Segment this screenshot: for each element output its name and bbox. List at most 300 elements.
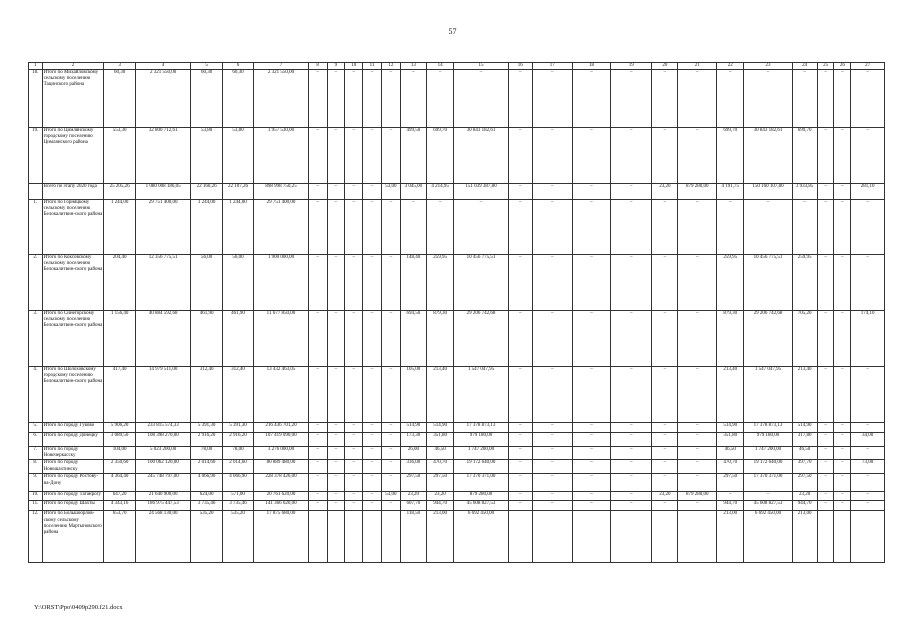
value-cell: – [834, 433, 851, 447]
row-label-cell: Итого по Синегорскому сельскому поселению Белокалитвин-ского района [42, 311, 104, 367]
value-cell: – [572, 492, 611, 501]
value-cell: – [532, 200, 572, 255]
value-cell: 23,20 [652, 184, 678, 200]
value-cell: – [652, 433, 678, 447]
value-cell: – [652, 128, 678, 184]
value-cell: 1 547 047,95 [454, 367, 508, 423]
value-cell [308, 511, 327, 563]
value-cell: 4 191,75 [717, 184, 744, 200]
value-cell [611, 511, 652, 563]
value-cell: – [792, 200, 817, 255]
value-cell: – [834, 70, 851, 128]
value-cell: – [532, 474, 572, 492]
table-row [29, 311, 885, 367]
value-cell: 23,20 [426, 492, 453, 501]
value-cell: 148,40 [400, 255, 426, 311]
value-cell: – [508, 128, 532, 184]
value-cell: 233 815 574,33 [135, 423, 191, 433]
value-cell: 312,40 [191, 367, 222, 423]
value-cell: – [426, 70, 453, 128]
row-number-cell: 4. [29, 367, 43, 423]
value-cell: – [363, 474, 382, 492]
value-cell: – [508, 447, 532, 460]
value-cell: 259,95 [792, 255, 817, 311]
value-cell: – [611, 447, 652, 460]
value-cell: – [678, 311, 717, 367]
value-cell: – [381, 255, 400, 311]
value-cell: 20 761 620,00 [254, 492, 308, 501]
row-number-cell: 11. [29, 501, 43, 511]
value-cell: 2 916,20 [191, 433, 222, 447]
value-cell: 10 456 775,51 [454, 255, 508, 311]
value-cell: 1 244,00 [222, 200, 253, 255]
value-cell: 60,30 [222, 70, 253, 128]
column-number-cell: 16 [508, 63, 532, 70]
column-number-cell: 13 [400, 63, 426, 70]
value-cell: – [851, 70, 885, 128]
value-cell: 24 568 130,00 [135, 511, 191, 563]
value-cell: – [381, 447, 400, 460]
value-cell: 213,40 [792, 367, 817, 423]
value-cell: – [611, 501, 652, 511]
value-cell: – [652, 423, 678, 433]
value-cell: 417,40 [104, 367, 135, 423]
value-cell: – [572, 423, 611, 433]
table-row [29, 492, 885, 501]
value-cell: – [308, 447, 327, 460]
value-cell: – [834, 501, 851, 511]
value-cell: – [652, 70, 678, 128]
column-number-cell: 1 [29, 63, 43, 70]
value-cell: – [717, 492, 744, 501]
value-cell: – [327, 184, 345, 200]
value-cell: 173,30 [400, 433, 426, 447]
value-cell [363, 511, 382, 563]
value-cell: – [363, 492, 382, 501]
value-cell: 80 889 480,00 [254, 460, 308, 474]
value-cell: – [851, 128, 885, 184]
value-cell: 107 419 090,00 [254, 433, 308, 447]
value-cell: – [611, 492, 652, 501]
value-cell: – [381, 200, 400, 255]
value-cell: – [717, 200, 744, 255]
value-cell: – [572, 460, 611, 474]
value-cell: – [327, 433, 345, 447]
value-cell: 17 378 873,13 [744, 423, 792, 433]
value-cell: – [572, 367, 611, 423]
value-cell: – [381, 367, 400, 423]
value-cell: 53,80 [222, 128, 253, 184]
value-cell: – [817, 255, 834, 311]
value-cell [327, 511, 345, 563]
value-cell: 5 391,30 [222, 423, 253, 433]
value-cell: 213,40 [426, 367, 453, 423]
column-number-cell: 25 [817, 63, 834, 70]
value-cell: 56,00 [191, 255, 222, 311]
column-number-cell: 17 [532, 63, 572, 70]
row-label-cell: Итого по городу Гуково [42, 423, 104, 433]
value-cell: – [532, 70, 572, 128]
row-number-cell: 2. [29, 255, 43, 311]
value-cell: – [308, 184, 327, 200]
value-cell: 1 900 000,00 [254, 255, 308, 311]
value-cell: – [611, 255, 652, 311]
value-cell: – [363, 367, 382, 423]
value-cell: 213,40 [717, 367, 744, 423]
value-cell: – [381, 501, 400, 511]
column-number-cell: 9 [327, 63, 345, 70]
table-row [29, 200, 885, 255]
value-cell: 5 906,20 [104, 423, 135, 433]
value-cell: 3 089,50 [104, 433, 135, 447]
value-cell: 34,00 [851, 433, 885, 447]
value-cell: – [508, 501, 532, 511]
value-cell: 17 378 873,13 [454, 423, 508, 433]
row-label-cell: Итого по Шолоховскому городскому поселению Белокалитвин-ского района [42, 367, 104, 423]
value-cell: 898 998 750,25 [254, 184, 308, 200]
value-cell: – [817, 128, 834, 184]
value-cell: 571,00 [222, 492, 253, 501]
value-cell: 2 014,60 [191, 460, 222, 474]
column-number-cell: 6 [222, 63, 253, 70]
value-cell: – [834, 460, 851, 474]
value-cell: – [652, 474, 678, 492]
row-label-cell: Итого по городу Новошахтинску [42, 460, 104, 474]
value-cell: 4 364,40 [104, 474, 135, 492]
value-cell: 216 436 701,20 [254, 423, 308, 433]
row-number-cell: 9. [29, 474, 43, 492]
value-cell: – [345, 423, 363, 433]
value-cell: 46,50 [717, 447, 744, 460]
value-cell: – [678, 501, 717, 511]
value-cell: – [327, 367, 345, 423]
value-cell: 607,70 [400, 501, 426, 511]
column-number-cell: 3 [104, 63, 135, 70]
value-cell: 17 875 680,00 [254, 511, 308, 563]
value-cell: – [532, 311, 572, 367]
value-cell: – [817, 433, 834, 447]
value-cell: 53,80 [191, 128, 222, 184]
value-cell: 297,50 [400, 474, 426, 492]
value-cell: 624,00 [191, 492, 222, 501]
value-cell [532, 511, 572, 563]
value-cell: – [572, 255, 611, 311]
value-cell: 3 045,00 [400, 184, 426, 200]
value-cell: 213,00 [792, 511, 817, 563]
value-cell: 30 843 182,61 [744, 128, 792, 184]
value-cell: – [345, 492, 363, 501]
value-cell: – [381, 70, 400, 128]
value-cell: – [678, 433, 717, 447]
value-cell: – [834, 200, 851, 255]
value-cell: 5 391,30 [191, 423, 222, 433]
value-cell: 297,50 [717, 474, 744, 492]
value-cell [345, 511, 363, 563]
value-cell: – [327, 492, 345, 501]
value-cell: – [345, 128, 363, 184]
value-cell: 297,50 [426, 474, 453, 492]
value-cell: 259,95 [426, 255, 453, 311]
row-label-cell: Итого по городу Новочеркасску [42, 447, 104, 460]
value-cell: 25 205,26 [104, 184, 135, 200]
value-cell: – [817, 474, 834, 492]
value-cell: 336,00 [400, 460, 426, 474]
value-cell: 499,50 [400, 128, 426, 184]
value-cell: 174,10 [851, 311, 885, 367]
value-cell: – [308, 423, 327, 433]
value-cell: – [678, 474, 717, 492]
table-row [29, 511, 885, 563]
value-cell [678, 511, 717, 563]
row-number-cell: 1. [29, 200, 43, 255]
value-cell: – [345, 474, 363, 492]
value-cell: – [851, 367, 885, 423]
value-cell: – [817, 423, 834, 433]
value-cell: 53,00 [381, 184, 400, 200]
value-cell: 944,70 [426, 501, 453, 511]
value-cell: – [678, 70, 717, 128]
value-cell: – [572, 433, 611, 447]
value-cell: 26,00 [400, 447, 426, 460]
value-cell: – [308, 433, 327, 447]
value-cell: – [817, 200, 834, 255]
value-cell: – [345, 447, 363, 460]
table-row [29, 460, 885, 474]
value-cell: 46,50 [792, 447, 817, 460]
value-cell: – [834, 474, 851, 492]
value-cell: – [508, 200, 532, 255]
value-cell: – [327, 128, 345, 184]
column-number-cell: 27 [851, 63, 885, 70]
value-cell: 1 957 530,00 [254, 128, 308, 184]
table-row [29, 184, 885, 200]
table-row [29, 128, 885, 184]
value-cell: – [532, 184, 572, 200]
value-cell: 104,00 [104, 447, 135, 460]
value-cell: – [454, 200, 508, 255]
value-cell: – [817, 367, 834, 423]
value-cell: – [381, 460, 400, 474]
value-cell: 1 244,00 [104, 200, 135, 255]
row-label-cell: Итого по Михайловскому сельскому поселению Тацинского района [42, 70, 104, 128]
value-cell: 45 608 827,53 [454, 501, 508, 511]
value-cell [572, 511, 611, 563]
value-cell: 213,00 [426, 511, 453, 563]
value-cell: – [363, 255, 382, 311]
column-number-cell: 11 [363, 63, 382, 70]
value-cell: – [363, 501, 382, 511]
value-cell: 4 343,16 [104, 501, 135, 511]
value-cell: – [327, 501, 345, 511]
column-number-cell: 20 [652, 63, 678, 70]
value-cell: – [508, 492, 532, 501]
value-cell: 2 350,60 [104, 460, 135, 474]
value-cell: – [345, 311, 363, 367]
value-cell: – [678, 460, 717, 474]
table-row [29, 501, 885, 511]
column-number-cell: 8 [308, 63, 327, 70]
value-cell: – [851, 447, 885, 460]
value-cell: – [744, 200, 792, 255]
value-cell [381, 511, 400, 563]
value-cell: – [508, 423, 532, 433]
value-cell: 397,70 [792, 460, 817, 474]
value-cell: 19 172 640,00 [744, 460, 792, 474]
value-cell: 78,00 [222, 447, 253, 460]
value-cell: 705,20 [792, 311, 817, 367]
value-cell: – [508, 184, 532, 200]
value-cell: 23,20 [400, 492, 426, 501]
value-cell: 22 107,26 [222, 184, 253, 200]
value-cell: 351,80 [426, 433, 453, 447]
row-number-cell: 10. [29, 492, 43, 501]
value-cell: – [611, 423, 652, 433]
value-cell: – [381, 311, 400, 367]
value-cell: 73,00 [851, 460, 885, 474]
value-cell: – [508, 474, 532, 492]
column-number-cell: 23 [744, 63, 792, 70]
header-row [29, 63, 885, 70]
value-cell: 2 916,20 [222, 433, 253, 447]
value-cell: 699,70 [792, 128, 817, 184]
value-cell: – [611, 474, 652, 492]
value-cell: – [345, 501, 363, 511]
value-cell: 647,20 [104, 492, 135, 501]
value-cell: 23,20 [792, 492, 817, 501]
value-cell: 259,95 [717, 255, 744, 311]
value-cell: – [611, 367, 652, 423]
value-cell: 10 456 775,51 [744, 255, 792, 311]
value-cell: – [363, 423, 382, 433]
row-number-cell: 7. [29, 447, 43, 460]
value-cell: – [532, 501, 572, 511]
value-cell: 1 547 047,95 [744, 367, 792, 423]
table-row [29, 447, 885, 460]
value-cell: 46,50 [426, 447, 453, 460]
value-cell: – [678, 128, 717, 184]
value-cell: 29 751 400,00 [254, 200, 308, 255]
value-cell: 53,00 [381, 492, 400, 501]
table-row [29, 474, 885, 492]
value-cell: 653,70 [104, 511, 135, 563]
value-cell: 535,20 [191, 511, 222, 563]
value-cell: 1 244,00 [191, 200, 222, 255]
value-cell: – [572, 128, 611, 184]
value-cell: – [363, 184, 382, 200]
value-cell: 60,30 [191, 70, 222, 128]
row-label-cell: Итого по Цимлянскому городскому поселению Цимлянского района [42, 128, 104, 184]
value-cell: – [363, 447, 382, 460]
value-cell: 60,30 [104, 70, 135, 128]
value-cell: – [611, 70, 652, 128]
value-cell: 470,70 [426, 460, 453, 474]
value-cell: 32 800 712,61 [135, 128, 191, 184]
value-cell: 150 160 107,80 [744, 184, 792, 200]
value-cell: 118,50 [400, 511, 426, 563]
value-cell: 17 370 371,00 [744, 474, 792, 492]
value-cell: 29 206 742,68 [454, 311, 508, 367]
row-number-cell [29, 184, 43, 200]
value-cell: 514,90 [400, 423, 426, 433]
value-cell: 22 160,26 [191, 184, 222, 200]
row-number-cell: 12. [29, 511, 43, 563]
value-cell: 3 735,46 [191, 501, 222, 511]
value-cell: – [345, 200, 363, 255]
value-cell: – [327, 474, 345, 492]
value-cell: – [611, 184, 652, 200]
value-cell: 5 023 200,00 [135, 447, 191, 460]
row-label-cell: Итого по Горняцкому сельскому поселению Белокалитвин-ского района [42, 200, 104, 255]
value-cell: – [572, 200, 611, 255]
value-cell: 204,40 [104, 255, 135, 311]
row-number-cell: 8. [29, 460, 43, 474]
row-number-cell: 5. [29, 423, 43, 433]
column-number-cell: 19 [611, 63, 652, 70]
value-cell: 11 677 850,00 [254, 311, 308, 367]
value-cell: 979 180,00 [454, 433, 508, 447]
value-cell: 879,30 [717, 311, 744, 367]
value-cell: – [834, 184, 851, 200]
row-number-cell: 18. [29, 70, 43, 128]
value-cell: – [817, 311, 834, 367]
value-cell: – [327, 460, 345, 474]
value-cell: – [851, 255, 885, 311]
value-cell: 29 751 400,00 [135, 200, 191, 255]
value-cell: 699,70 [426, 128, 453, 184]
column-number-cell: 2 [42, 63, 104, 70]
value-cell: 2 321 550,00 [135, 70, 191, 128]
value-cell: – [508, 255, 532, 311]
value-cell: 6 692 450,00 [744, 511, 792, 563]
table-row [29, 255, 885, 311]
value-cell: – [817, 70, 834, 128]
value-cell: 17 370 371,00 [454, 474, 508, 492]
value-cell: – [652, 367, 678, 423]
value-cell: – [508, 433, 532, 447]
value-cell: – [363, 460, 382, 474]
value-cell: – [652, 200, 678, 255]
value-cell: 944,70 [717, 501, 744, 511]
value-cell: – [834, 492, 851, 501]
value-cell: – [532, 433, 572, 447]
value-cell: 141 366 620,00 [254, 501, 308, 511]
value-cell: – [652, 311, 678, 367]
value-cell: 30 843 182,61 [454, 128, 508, 184]
value-cell: 317,80 [792, 433, 817, 447]
value-cell: – [834, 423, 851, 433]
value-cell: – [817, 184, 834, 200]
value-cell: – [327, 423, 345, 433]
value-cell: – [363, 311, 382, 367]
value-cell: – [327, 255, 345, 311]
value-cell: – [400, 70, 426, 128]
value-cell: – [744, 492, 792, 501]
value-cell: – [508, 311, 532, 367]
column-number-cell: 15 [454, 63, 508, 70]
value-cell: – [678, 447, 717, 460]
column-number-cell: 12 [381, 63, 400, 70]
value-cell: – [678, 200, 717, 255]
value-cell: 13 432 463,05 [254, 367, 308, 423]
value-cell: – [532, 423, 572, 433]
value-cell: – [678, 367, 717, 423]
value-cell: 21 640 900,00 [135, 492, 191, 501]
value-cell: – [308, 474, 327, 492]
value-cell: – [327, 311, 345, 367]
column-number-cell: 14 [426, 63, 453, 70]
value-cell: – [611, 200, 652, 255]
row-number-cell: 19. [29, 128, 43, 184]
